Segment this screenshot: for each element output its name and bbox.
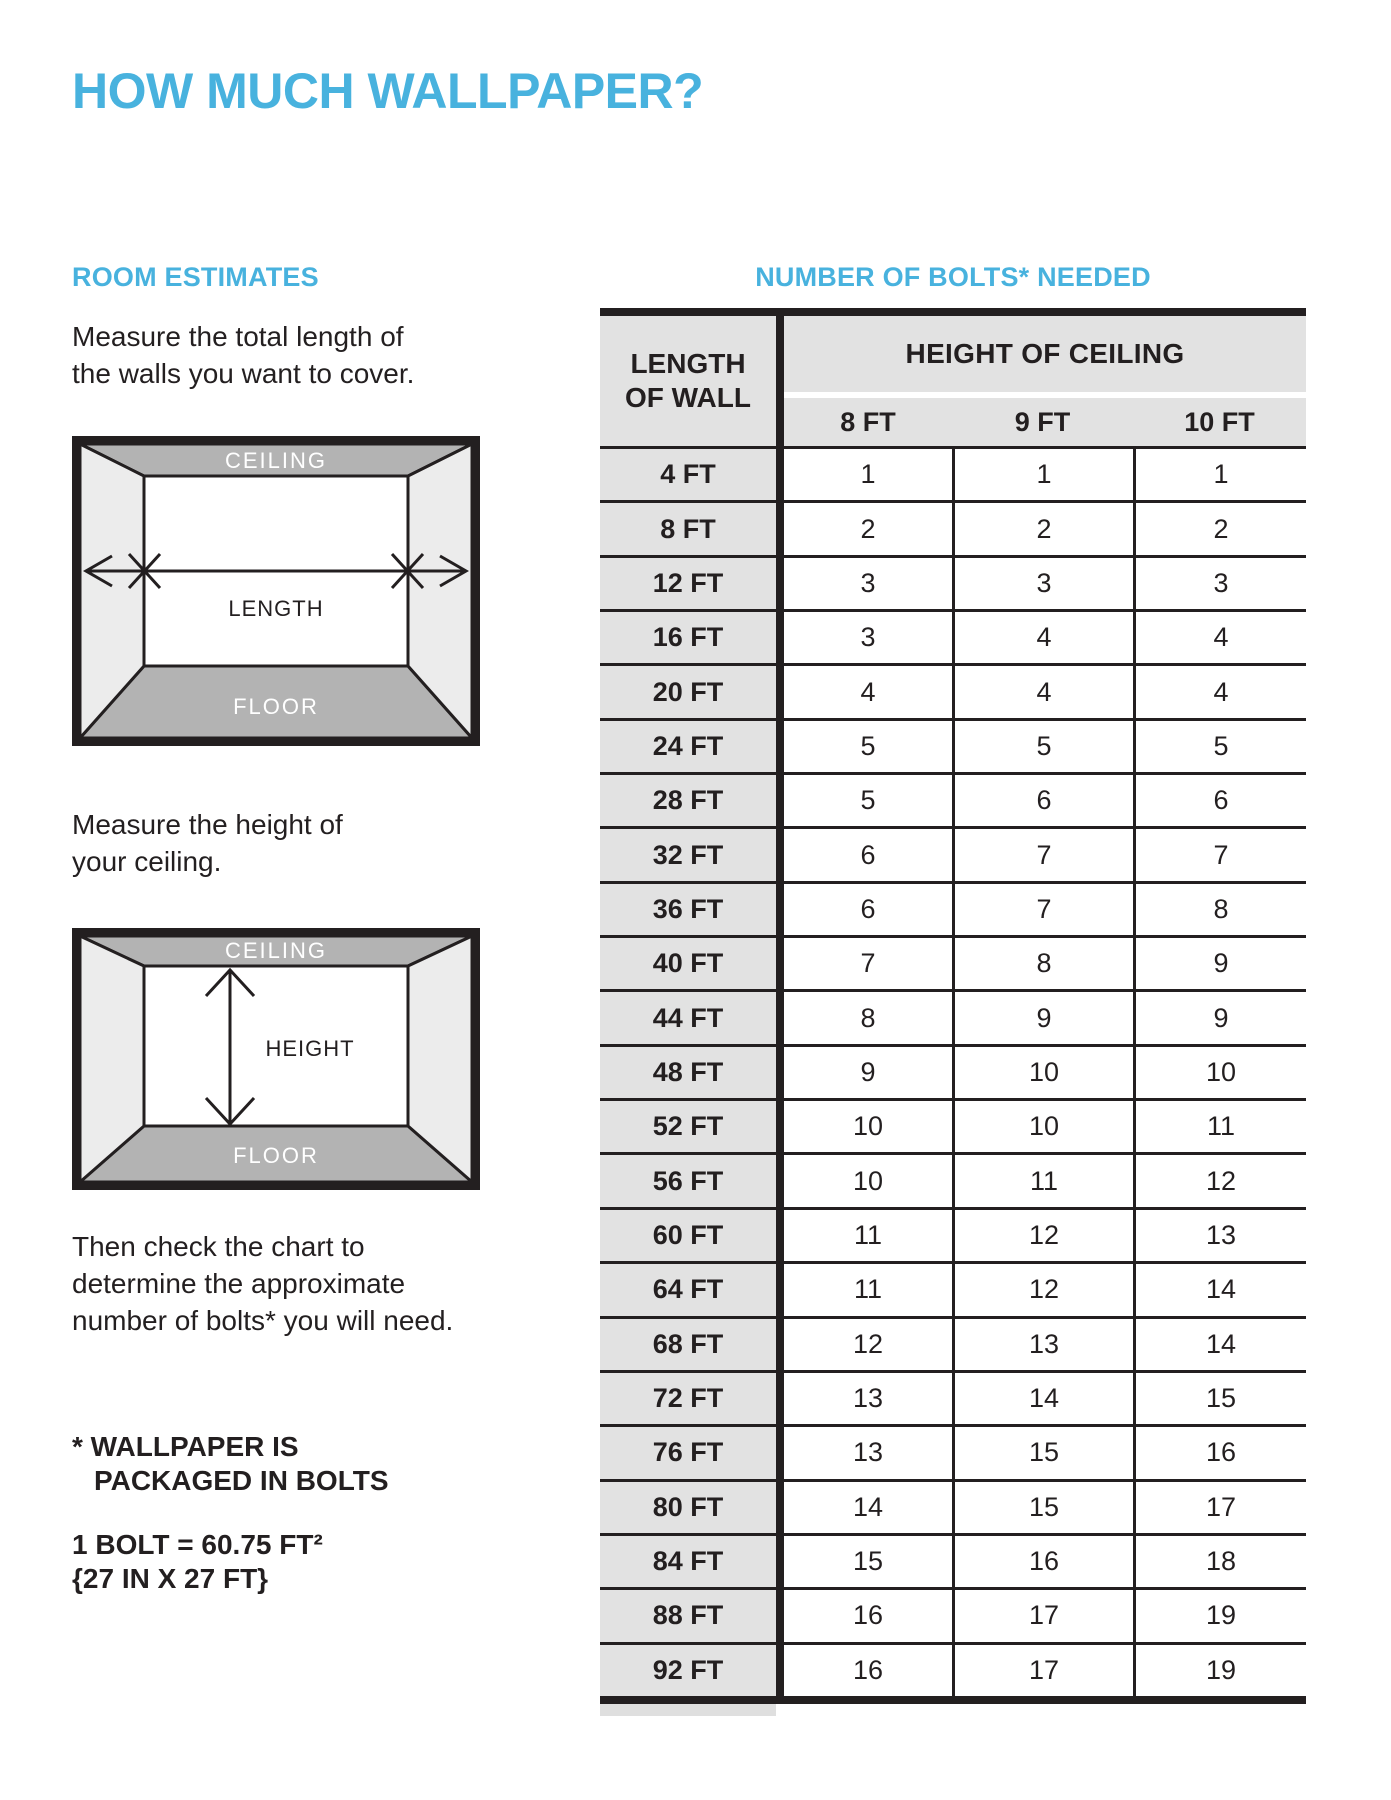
bolt-count-cell: 15 (952, 1427, 1133, 1478)
bolt-count-cell: 7 (952, 829, 1133, 880)
table-thick-divider-segment (776, 612, 784, 663)
wall-length-cell: 28 FT (600, 775, 776, 826)
bolt-count-cell: 15 (784, 1536, 952, 1587)
table-thick-divider-segment (776, 1210, 784, 1261)
page-title: HOW MUCH WALLPAPER? (72, 63, 704, 119)
wall-length-cell: 16 FT (600, 612, 776, 663)
bolt-count-cell: 13 (784, 1373, 952, 1424)
bolt-count-cell: 16 (952, 1536, 1133, 1587)
bolt-count-cell: 7 (1133, 829, 1306, 880)
length-dimension-label: LENGTH (228, 596, 324, 621)
bolt-count-cell: 8 (1133, 884, 1306, 935)
bolt-count-cell: 5 (784, 721, 952, 772)
bolt-count-cell: 13 (952, 1319, 1133, 1370)
table-thick-divider-segment (776, 558, 784, 609)
wall-length-cell: 60 FT (600, 1210, 776, 1261)
bolt-count-cell: 13 (1133, 1210, 1306, 1261)
bolt-count-cell: 4 (1133, 666, 1306, 717)
bolts-table-rows (600, 449, 1306, 1696)
bolt-count-cell: 5 (952, 721, 1133, 772)
wall-length-cell: 88 FT (600, 1590, 776, 1641)
column-header-9ft: 9 FT (1014, 406, 1071, 437)
column-header-8ft: 8 FT (840, 406, 896, 437)
table-thick-divider-segment (776, 1319, 784, 1370)
bolt-count-cell: 15 (952, 1482, 1133, 1533)
instruction-line: determine the approximate (72, 1268, 406, 1299)
bolt-count-cell: 10 (784, 1155, 952, 1206)
table-thick-divider-segment (776, 1590, 784, 1641)
row-axis-header-line: LENGTH (630, 348, 746, 379)
room-length-diagram (72, 436, 480, 746)
table-row (600, 1642, 1306, 1696)
ceiling-label: CEILING (224, 938, 328, 963)
table-thick-divider-segment (776, 884, 784, 935)
ceiling-label: CEILING (224, 448, 328, 473)
table-row (600, 1424, 1306, 1478)
column-header-10ft: 10 FT (1184, 406, 1255, 437)
bolt-footnote (72, 1430, 389, 1498)
wall-length-cell: 32 FT (600, 829, 776, 880)
row-axis-header (600, 316, 776, 446)
bolt-count-cell: 5 (784, 775, 952, 826)
table-row (600, 449, 1306, 500)
wall-length-cell: 80 FT (600, 1482, 776, 1533)
wall-length-cell: 4 FT (600, 449, 776, 500)
bolt-count-cell: 10 (1133, 1047, 1306, 1098)
bolt-count-cell: 12 (952, 1264, 1133, 1315)
table-row (600, 772, 1306, 826)
table-heading: NUMBER OF BOLTS* NEEDED (755, 262, 1151, 292)
wall-length-cell: 40 FT (600, 938, 776, 989)
bolt-count-cell: 10 (784, 1101, 952, 1152)
column-group-header: HEIGHT OF CEILING (784, 316, 1306, 392)
table-row (600, 826, 1306, 880)
bolt-count-cell: 11 (784, 1264, 952, 1315)
bolt-count-cell: 2 (784, 503, 952, 554)
bolt-spec-line: {27 IN X 27 FT} (72, 1563, 269, 1594)
bolt-count-cell: 6 (784, 884, 952, 935)
bolt-count-cell: 5 (1133, 721, 1306, 772)
bolt-count-cell: 17 (952, 1645, 1133, 1696)
wall-length-cell: 92 FT (600, 1645, 776, 1696)
bolt-count-cell: 4 (1133, 612, 1306, 663)
bolt-count-cell: 14 (784, 1482, 952, 1533)
bolt-count-cell: 17 (1133, 1482, 1306, 1533)
table-thick-divider-segment (776, 1373, 784, 1424)
table-row (600, 1261, 1306, 1315)
wall-length-cell: 64 FT (600, 1264, 776, 1315)
instruction-step-3 (72, 1228, 453, 1339)
wall-length-cell: 72 FT (600, 1373, 776, 1424)
table-thick-divider-segment (776, 775, 784, 826)
wall-length-cell: 8 FT (600, 503, 776, 554)
wall-length-cell: 76 FT (600, 1427, 776, 1478)
bolt-count-cell: 3 (1133, 558, 1306, 609)
bolt-count-cell: 17 (952, 1590, 1133, 1641)
wall-length-cell: 56 FT (600, 1155, 776, 1206)
table-thick-divider-segment (776, 938, 784, 989)
instruction-line: your ceiling. (72, 846, 222, 877)
bolt-count-cell: 3 (784, 612, 952, 663)
table-thick-divider (776, 316, 784, 446)
table-bottom-border (600, 1696, 1306, 1704)
bolt-count-cell: 12 (952, 1210, 1133, 1261)
bolt-count-cell: 6 (1133, 775, 1306, 826)
table-row (600, 1044, 1306, 1098)
bolt-count-cell: 11 (952, 1155, 1133, 1206)
bolt-count-cell: 13 (784, 1427, 952, 1478)
bolt-count-cell: 14 (1133, 1264, 1306, 1315)
table-thick-divider-segment (776, 666, 784, 717)
bolt-count-cell: 15 (1133, 1373, 1306, 1424)
instruction-step-2 (72, 806, 343, 880)
table-row (600, 1587, 1306, 1641)
wall-length-cell: 36 FT (600, 884, 776, 935)
instruction-line: Measure the total length of (72, 321, 404, 352)
bolt-spec-line: 1 BOLT = 60.75 FT² (72, 1529, 323, 1560)
table-row (600, 989, 1306, 1043)
table-thick-divider-segment (776, 1047, 784, 1098)
section-heading-room-estimates: ROOM ESTIMATES (72, 262, 319, 292)
wall-length-cell: 48 FT (600, 1047, 776, 1098)
table-row (600, 500, 1306, 554)
bolt-count-cell: 6 (952, 775, 1133, 826)
bolt-count-cell: 3 (784, 558, 952, 609)
bolt-count-cell: 2 (952, 503, 1133, 554)
instruction-line: number of bolts* you will need. (72, 1305, 454, 1336)
bolt-count-cell: 10 (952, 1101, 1133, 1152)
bolt-count-cell: 3 (952, 558, 1133, 609)
table-row (600, 1370, 1306, 1424)
bolt-count-cell: 4 (952, 666, 1133, 717)
footnote-line: PACKAGED IN BOLTS (94, 1465, 389, 1496)
table-thick-divider-segment (776, 503, 784, 554)
bolt-count-cell: 9 (1133, 992, 1306, 1043)
table-row (600, 609, 1306, 663)
bolt-count-cell: 11 (1133, 1101, 1306, 1152)
bolt-count-cell: 16 (784, 1590, 952, 1641)
table-row (600, 1479, 1306, 1533)
bolt-count-cell: 16 (784, 1645, 952, 1696)
row-axis-header-line: OF WALL (625, 382, 751, 413)
bolt-count-cell: 1 (784, 449, 952, 500)
bolt-count-cell: 4 (784, 666, 952, 717)
floor-label: FLOOR (233, 694, 319, 719)
bolt-count-cell: 8 (784, 992, 952, 1043)
instruction-step-1 (72, 318, 414, 392)
table-thick-divider-segment (776, 1645, 784, 1696)
wall-length-cell: 84 FT (600, 1536, 776, 1587)
bolt-spec (72, 1528, 323, 1596)
instruction-line: the walls you want to cover. (72, 358, 415, 389)
table-row (600, 1098, 1306, 1152)
bolt-count-cell: 19 (1133, 1590, 1306, 1641)
table-row (600, 935, 1306, 989)
bolt-count-cell: 4 (952, 612, 1133, 663)
floor-label: FLOOR (233, 1143, 319, 1168)
column-subheaders (784, 398, 1306, 446)
table-thick-divider-segment (776, 1155, 784, 1206)
bolt-count-cell: 14 (1133, 1319, 1306, 1370)
wall-length-cell: 44 FT (600, 992, 776, 1043)
bolt-count-cell: 9 (1133, 938, 1306, 989)
table-thick-divider-segment (776, 1101, 784, 1152)
bolt-count-cell: 7 (952, 884, 1133, 935)
bolt-count-cell: 8 (952, 938, 1133, 989)
bolt-count-cell: 6 (784, 829, 952, 880)
table-thick-divider-segment (776, 1427, 784, 1478)
wall-length-cell: 52 FT (600, 1101, 776, 1152)
table-thick-divider-segment (776, 1482, 784, 1533)
table-thick-divider-segment (776, 1264, 784, 1315)
table-row (600, 718, 1306, 772)
ceiling-height-diagram (72, 928, 480, 1190)
footnote-line: * WALLPAPER IS (72, 1431, 299, 1462)
bolt-count-cell: 1 (952, 449, 1133, 500)
bolt-count-cell: 11 (784, 1210, 952, 1261)
table-row (600, 881, 1306, 935)
table-thick-divider-segment (776, 829, 784, 880)
table-row (600, 1207, 1306, 1261)
wall-length-cell: 24 FT (600, 721, 776, 772)
table-row (600, 1152, 1306, 1206)
table-thick-divider-segment (776, 992, 784, 1043)
bolt-count-cell: 9 (784, 1047, 952, 1098)
bolt-count-cell: 9 (952, 992, 1133, 1043)
bolt-count-cell: 1 (1133, 449, 1306, 500)
table-thick-divider-segment (776, 721, 784, 772)
bolt-count-cell: 7 (784, 938, 952, 989)
bolt-count-cell: 12 (1133, 1155, 1306, 1206)
bolts-table (600, 308, 1306, 1716)
table-top-border (600, 308, 1306, 316)
bolt-count-cell: 12 (784, 1319, 952, 1370)
table-row (600, 555, 1306, 609)
instruction-line: Measure the height of (72, 809, 343, 840)
bolt-count-cell: 19 (1133, 1645, 1306, 1696)
table-thick-divider-segment (776, 449, 784, 500)
bolt-count-cell: 18 (1133, 1536, 1306, 1587)
bolt-count-cell: 10 (952, 1047, 1133, 1098)
instruction-line: Then check the chart to (72, 1231, 365, 1262)
bolt-count-cell: 16 (1133, 1427, 1306, 1478)
wall-length-cell: 68 FT (600, 1319, 776, 1370)
height-dimension-label: HEIGHT (265, 1036, 355, 1061)
bolt-count-cell: 2 (1133, 503, 1306, 554)
left-column-stub (600, 1704, 776, 1716)
table-row (600, 663, 1306, 717)
wall-length-cell: 12 FT (600, 558, 776, 609)
bolt-count-cell: 14 (952, 1373, 1133, 1424)
table-row (600, 1533, 1306, 1587)
wall-length-cell: 20 FT (600, 666, 776, 717)
table-header (600, 316, 1306, 446)
table-row (600, 1316, 1306, 1370)
table-thick-divider-segment (776, 1536, 784, 1587)
